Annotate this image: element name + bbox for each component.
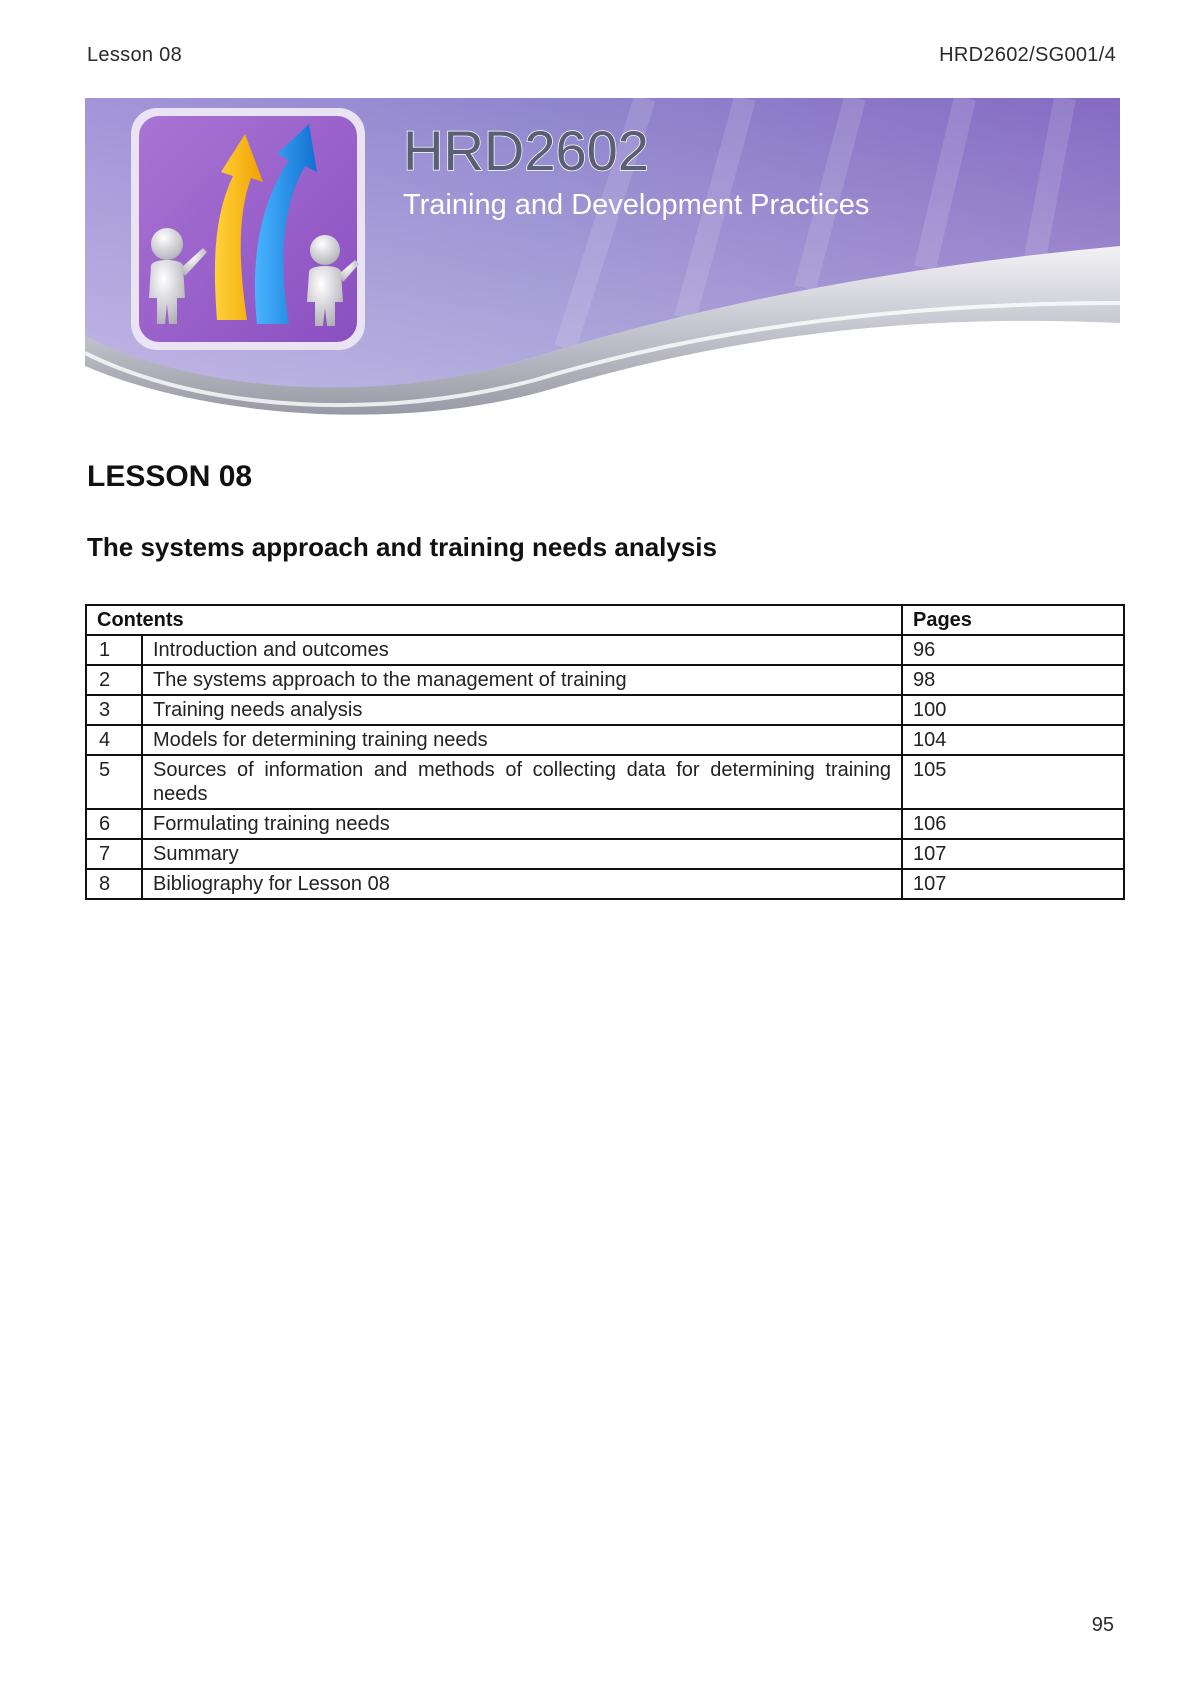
- contents-table: [85, 604, 1125, 900]
- banner-course-code: HRD2602: [403, 119, 649, 182]
- row-number: 5: [86, 755, 142, 809]
- table-row: [86, 839, 1124, 869]
- table-row: [86, 809, 1124, 839]
- row-page: 107: [902, 869, 1124, 899]
- row-topic: Formulating training needs: [142, 809, 902, 839]
- course-banner: [85, 98, 1120, 418]
- table-row: [86, 665, 1124, 695]
- running-header-lesson: Lesson 08: [87, 44, 182, 66]
- table-row: [86, 869, 1124, 899]
- table-row: [86, 725, 1124, 755]
- row-topic: Bibliography for Lesson 08: [142, 869, 902, 899]
- row-topic: The systems approach to the management of training: [142, 665, 902, 695]
- row-topic: Sources of information and methods of collecting data for determining training needs: [142, 755, 902, 809]
- row-topic: Introduction and outcomes: [142, 635, 902, 665]
- row-topic: Summary: [142, 839, 902, 869]
- row-page: 107: [902, 839, 1124, 869]
- row-number: 3: [86, 695, 142, 725]
- row-number: 1: [86, 635, 142, 665]
- row-number: 2: [86, 665, 142, 695]
- row-topic: Training needs analysis: [142, 695, 902, 725]
- row-number: 8: [86, 869, 142, 899]
- row-page: 100: [902, 695, 1124, 725]
- table-row: [86, 755, 1124, 809]
- row-page: 96: [902, 635, 1124, 665]
- table-row: [86, 695, 1124, 725]
- table-row: [86, 635, 1124, 665]
- row-number: 4: [86, 725, 142, 755]
- pages-header: Pages: [902, 605, 1124, 635]
- page-number: 95: [1091, 1614, 1114, 1636]
- lesson-heading: LESSON 08: [87, 460, 253, 493]
- lesson-subtitle: The systems approach and training needs analysis: [87, 532, 717, 562]
- contents-header: Contents: [86, 605, 902, 635]
- contents-table-header-row: [86, 605, 1124, 635]
- row-number: 7: [86, 839, 142, 869]
- row-page: 106: [902, 809, 1124, 839]
- row-topic: Models for determining training needs: [142, 725, 902, 755]
- row-page: 104: [902, 725, 1124, 755]
- row-page: 98: [902, 665, 1124, 695]
- banner-course-title: Training and Development Practices: [403, 189, 870, 221]
- row-page: 105: [902, 755, 1124, 809]
- running-header-course-code: HRD2602/SG001/4: [939, 44, 1116, 66]
- row-number: 6: [86, 809, 142, 839]
